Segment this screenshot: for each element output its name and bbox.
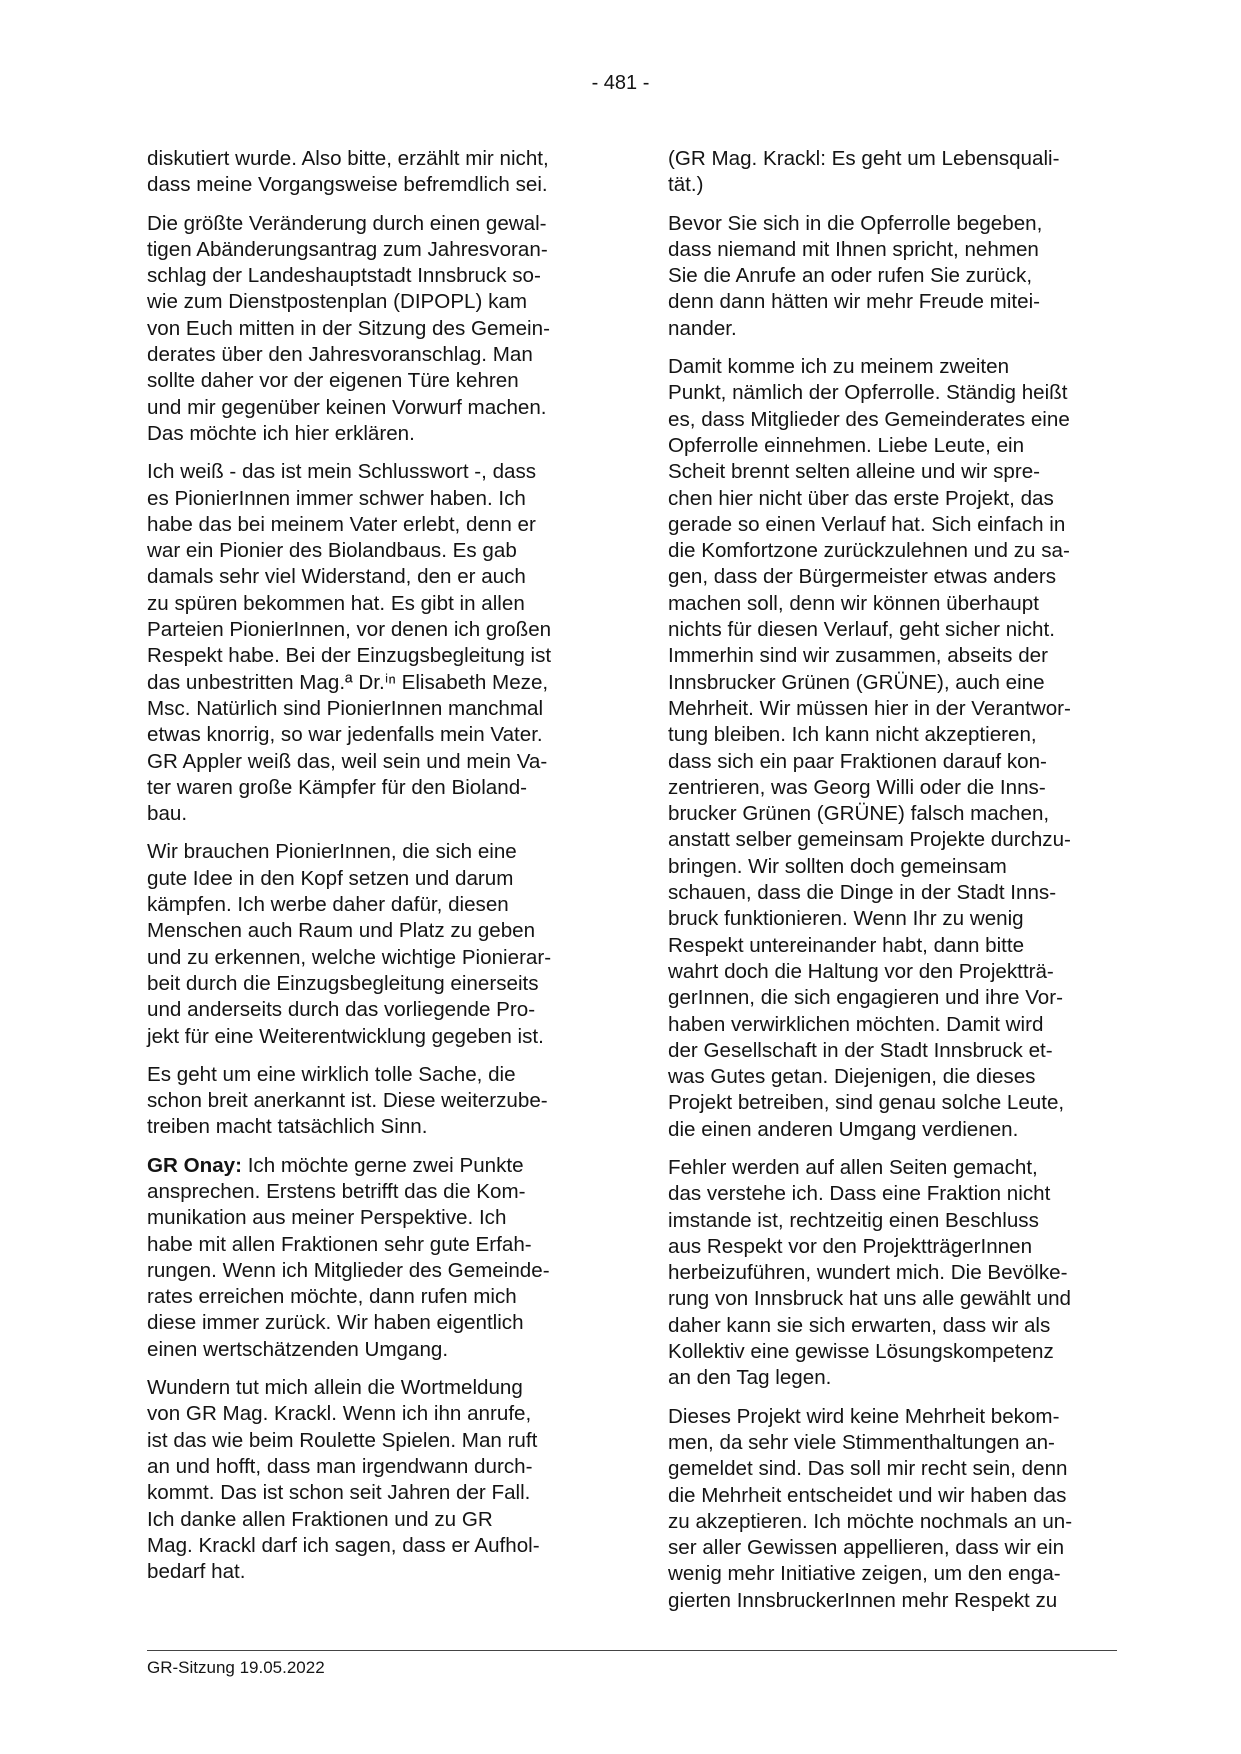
paragraph-text: Fehler werden auf allen Seiten gemacht, das verstehe ich. Dass eine Fraktion nicht imstande ist, rechtzeitig einen Beschluss aus Respekt vor den ProjektträgerInnen herbeizuführen, wundert mich. Die Bevölke- rung von Innsbruck hat uns alle gewählt und daher kann sie sich erwarten, dass wir als Kollektiv eine gewisse Lösungskompetenz an den Tag legen. bbox=[668, 1155, 1071, 1390]
paragraph bbox=[668, 146, 1114, 199]
paragraph bbox=[147, 1062, 593, 1141]
paragraph bbox=[147, 1153, 593, 1363]
paragraph bbox=[147, 1375, 593, 1585]
right-column bbox=[668, 146, 1114, 1626]
page-number: - 481 - bbox=[591, 72, 650, 94]
speaker-name: GR Onay: bbox=[147, 1153, 242, 1177]
paragraph bbox=[147, 146, 593, 199]
paragraph-text: Die größte Veränderung durch einen gewal- tigen Abänderungsantrag zum Jahresvoran- schlag der Landeshauptstadt Innsbruck so- wie zum Dienstpostenplan (DIPOPL) kam von Euch mitten in der Sitzung des Gemein- derates über den Jahresvoranschlag. Man sollte daher vor der eigenen Türe kehren und mir gegenüber keinen Vorwurf machen. Das möchte ich hier erklären. bbox=[147, 211, 550, 445]
paragraph-text: Dieses Projekt wird keine Mehrheit bekom- men, da sehr viele Stimmenthaltungen an- gemeldet sind. Das soll mir recht sein, denn die Mehrheit entscheidet und wir haben das zu akzeptieren. Ich möchte nochmals an un- ser aller Gewissen appellieren, dass wir ein wenig mehr Initiative zeigen, um den enga- gierten InnsbruckerInnen mehr Respekt zu bbox=[668, 1404, 1073, 1612]
paragraph-text: diskutiert wurde. Also bitte, erzählt mir nicht, dass meine Vorgangsweise befremdlich sei. bbox=[147, 147, 549, 197]
paragraph-text: Es geht um eine wirklich tolle Sache, die schon breit anerkannt ist. Diese weiterzube- treiben macht tatsächlich Sinn. bbox=[147, 1062, 548, 1139]
paragraph bbox=[668, 1155, 1114, 1392]
paragraph-text: Wir brauchen PionierInnen, die sich eine gute Idee in den Kopf setzen und darum kämpfen. Ich werbe daher dafür, diesen Menschen auch Raum und Platz zu geben und zu erkennen, welche wichtige Pionierar- beit durch die Einzugsbegleitung einerseits und anderseits durch das vorliegende Pro- jekt für eine Weiterentwicklung gegeben ist. bbox=[147, 840, 552, 1048]
left-column bbox=[147, 146, 593, 1597]
paragraph-text: Ich weiß - das ist mein Schlusswort -, dass es PionierInnen immer schwer haben. Ich habe das bei meinem Vater erlebt, denn er war ein Pionier des Biolandbaus. Es gab damals sehr viel Widerstand, den er auch zu spüren bekommen hat. Es gibt in allen Parteien PionierInnen, vor denen ich großen Respekt habe. Bei der Einzugsbegleitung ist das unbestritten Mag.ª Dr.ⁱⁿ Elisabeth Meze, Msc. Natürlich sind PionierInnen manchmal etwas knorrig, so war jedenfalls mein Vater. GR Appler weiß das, weil sein und mein Va- ter waren große Kämpfer für den Bioland- bau. bbox=[147, 460, 552, 826]
paragraph bbox=[147, 211, 593, 448]
paragraph bbox=[147, 459, 593, 827]
paragraph bbox=[668, 211, 1114, 342]
footer-divider bbox=[147, 1650, 1117, 1651]
paragraph-text: Wundern tut mich allein die Wortmeldung von GR Mag. Krackl. Wenn ich ihn anrufe, ist das wie beim Roulette Spielen. Man ruft an und hofft, dass man irgendwann durch- kommt. Das ist schon seit Jahren der Fall. Ich danke allen Fraktionen und zu GR Mag. Krackl darf ich sagen, dass er Aufhol- bedarf hat. bbox=[147, 1376, 540, 1584]
paragraph-text: (GR Mag. Krackl: Es geht um Lebensquali- tät.) bbox=[668, 147, 1060, 197]
footer-session-date: GR-Sitzung 19.05.2022 bbox=[147, 1658, 325, 1677]
paragraph-text: Ich möchte gerne zwei Punkte ansprechen. Erstens betrifft das die Kom- munikation aus meiner Perspektive. Ich habe mit allen Fraktionen sehr gute Erfah- rungen. Wenn ich Mitglieder des Gemeinde- rates erreichen möchte, dann rufen mich diese immer zurück. Wir haben eigentlich einen wertschätzenden Umgang. bbox=[147, 1153, 550, 1361]
paragraph-text: Bevor Sie sich in die Opferrolle begeben, dass niemand mit Ihnen spricht, nehmen Sie die Anrufe an oder rufen Sie zurück, denn dann hätten wir mehr Freude mitei- nander. bbox=[668, 211, 1043, 340]
paragraph bbox=[147, 839, 593, 1049]
paragraph-text: Damit komme ich zu meinem zweiten Punkt, nämlich der Opferrolle. Ständig heißt es, dass Mitglieder des Gemeinderates eine Opferrolle einnehmen. Liebe Leute, ein Scheit brennt selten alleine und wir spre- chen hier nicht über das erste Projekt, das gerade so einen Verlauf hat. Sich einfach in die Komfortzone zurückzulehnen und zu sa- gen, dass der Bürgermeister etwas anders machen soll, denn wir können überhaupt nichts für diesen Verlauf, geht sicher nicht. Immerhin sind wir zusammen, abseits der Innsbrucker Grünen (GRÜNE), auch eine Mehrheit. Wir müssen hier in der Verantwor- tung bleiben. Ich kann nicht akzeptieren, dass sich ein paar Fraktionen darauf kon- zentrieren, was Georg Willi oder die Inns- brucker Grünen (GRÜNE) falsch machen, anstatt selber gemeinsam Projekte durchzu- bringen. Wir sollten doch gemeinsam schauen, dass die Dinge in der Stadt Inns- bruck funktionieren. Wenn Ihr zu wenig Respekt untereinander habt, dann bitte wahrt doch die Haltung vor den Projektträ- gerInnen, die sich engagieren und ihre Vor- haben verwirklichen möchten. Damit wird der Gesellschaft in der Stadt Innsbruck et- was Gutes getan. Diejenigen, die dieses Projekt betreiben, sind genau solche Leute, die einen anderen Umgang verdienen. bbox=[668, 355, 1071, 1141]
paragraph bbox=[668, 354, 1114, 1143]
paragraph bbox=[668, 1404, 1114, 1614]
